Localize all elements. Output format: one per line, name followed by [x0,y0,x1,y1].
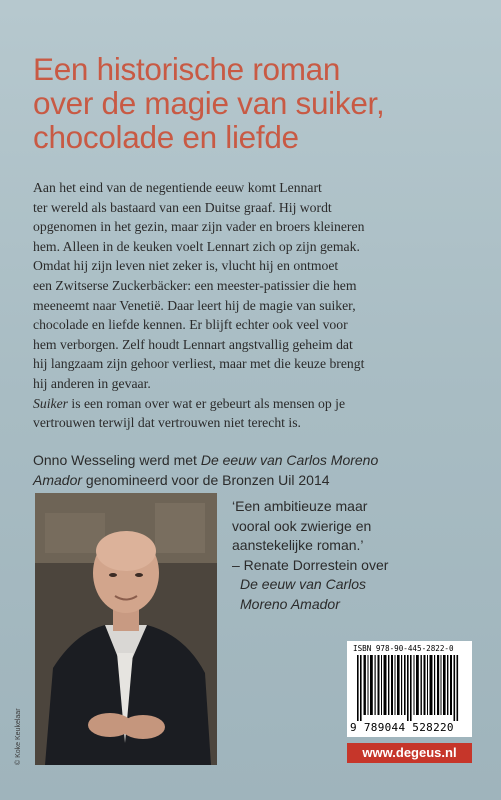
author-portrait-image [35,493,217,765]
previous-book-title: Amador [33,471,83,488]
author-note [33,451,473,490]
quote-line: ‘Een ambitieuze maar [232,498,368,514]
previous-book-title: De eeuw van Carlos Moreno [200,452,379,468]
blurb-line-rest: is een roman over wat er gebeurt als mensen op je [67,395,346,411]
blurb-line: hem. Alleen in de keuken voelt Lennart zich op zijn gemak. [33,238,360,254]
author-note-line [33,471,473,491]
blurb-line: ter wereld als bastaard van een Duitse graaf. Hij wordt [33,199,332,215]
headline-line: Een historische roman [33,51,341,87]
book-title: Suiker [33,395,68,411]
author-note-text: Onno Wesseling werd met [33,452,201,468]
blurb-line [33,394,473,414]
blurb-line: hem verborgen. Zelf houdt Lennart angstvallig geheim dat [33,336,353,352]
author-note-line [33,451,473,471]
blurb-line: hij anderen in gevaar. [33,375,151,391]
headline [33,52,493,154]
blurb-line: chocolade en liefde kennen. Er blijft echter ook veel voor [33,317,348,333]
blurb-line: vertrouwen terwijl dat vertrouwen niet terecht is. [33,415,301,431]
quote-book-title [232,595,482,615]
quote-book-title-text: De eeuw van Carlos [240,576,367,592]
quote-attribution: – Renate Dorrestein over [232,556,389,573]
blurb-line: meeneemt naar Venetië. Daar leert hij de magie van suiker, [33,297,356,313]
publisher-url[interactable]: www.degeus.nl [347,743,472,763]
isbn-label: ISBN 978-90-445-2822-0 [353,644,454,653]
quote-book-title-text: Moreno Amador [240,595,340,612]
blurb-line: opgenomen in het gezin, maar zijn vader en broers kleineren [33,219,365,235]
quote-book-title [232,575,482,595]
barcode-panel [347,641,472,737]
blurb-line: Omdat hij zijn leven niet zeker is, vlucht hij en ontmoet [33,258,339,274]
headline-line: over de magie van suiker, [33,85,385,121]
headline-line: chocolade en liefde [33,119,299,155]
quote-line: aanstekelijke roman.’ [232,537,364,553]
blurb [33,178,473,433]
photo-credit: © Koke Keukelaar [15,708,22,765]
author-photo [35,493,217,765]
barcode-number: 9 789044 528220 [350,721,454,734]
blurb-line: een Zwitserse Zuckerbäcker: een meester-patissier die hem [33,277,357,293]
review-quote [232,497,482,614]
quote-line: vooral ook zwierige en [232,517,372,534]
blurb-line: hij langzaam zijn gehoor verliest, maar met die keuze brengt [33,356,365,372]
author-note-text: genomineerd voor de Bronzen Uil 2014 [82,471,330,488]
blurb-line: Aan het eind van de negentiende eeuw komt Lennart [33,180,322,195]
